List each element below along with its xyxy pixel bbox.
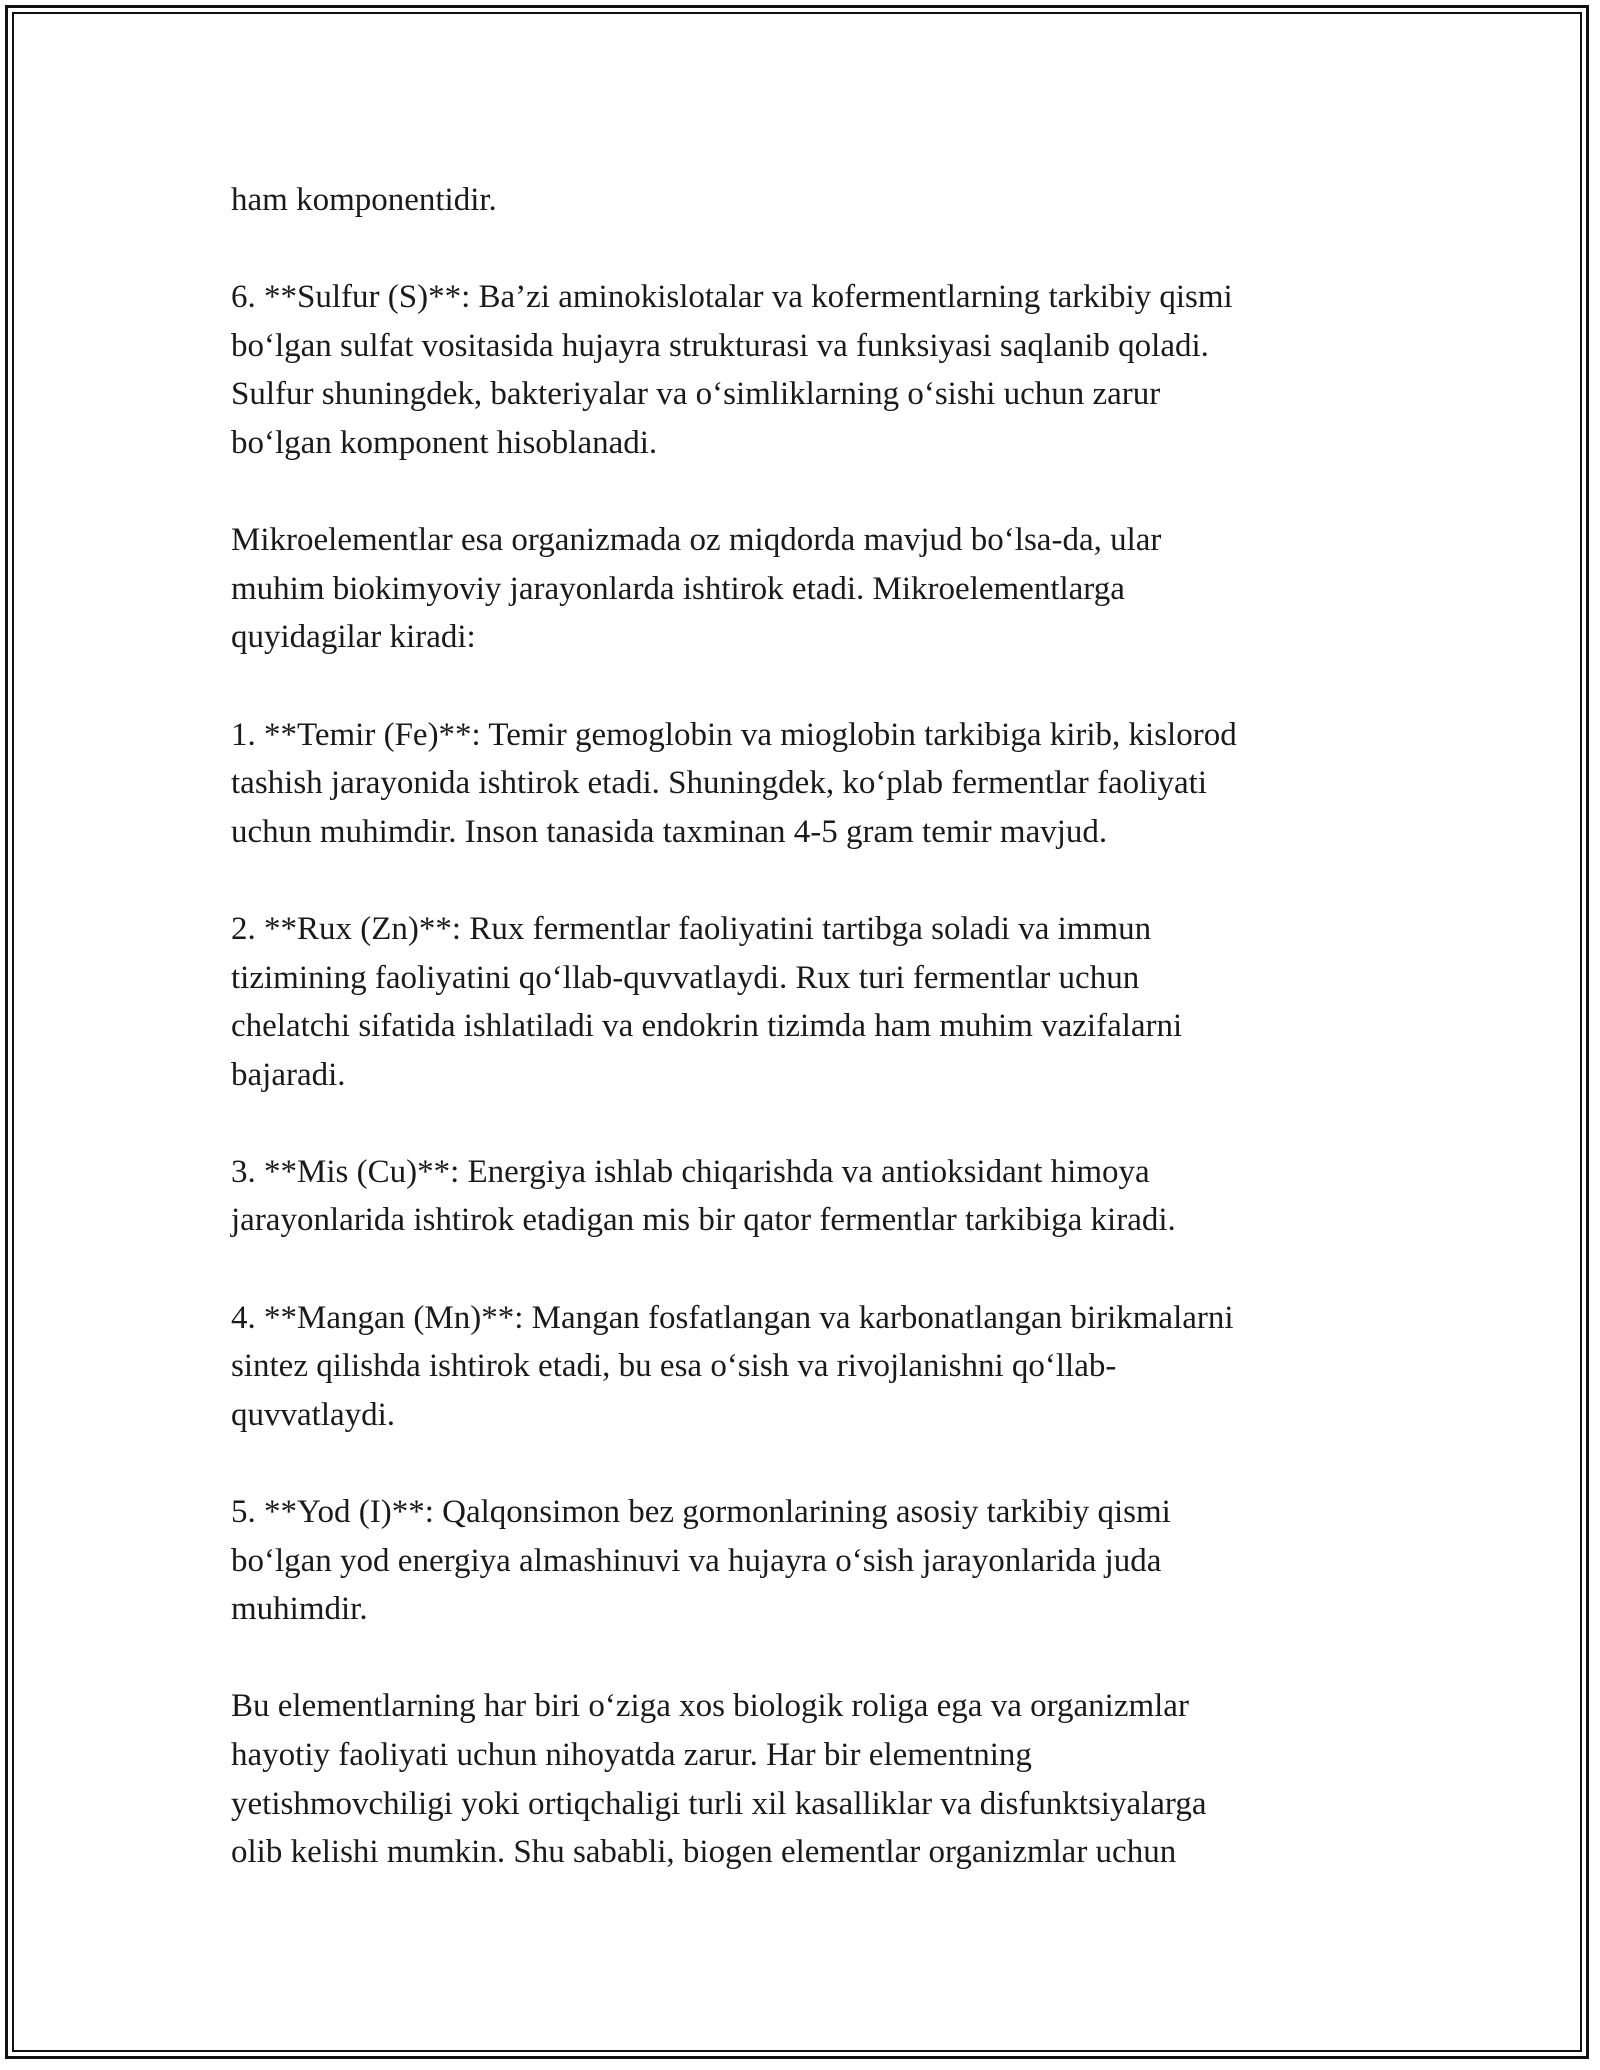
paragraph — [231, 1488, 1381, 1634]
text-line: Bu elementlarning har biri o‘ziga xos biologik roliga ega va organizmlar — [231, 1688, 1189, 1725]
text-line: 3. **Mis (Cu)**: Energiya ishlab chiqarishda va antioksidant himoya — [231, 1153, 1150, 1190]
text-line: muhimdir. — [231, 1591, 368, 1628]
text-line: yetishmovchiligi yoki ortiqchaligi turli xil kasalliklar va disfunktsiyalarga — [231, 1785, 1207, 1822]
paragraph — [231, 1682, 1381, 1876]
text-line: tizimining faoliyatini qo‘llab-quvvatlaydi. Rux turi fermentlar uchun — [231, 959, 1140, 996]
text-line: olib kelishi mumkin. Shu sababli, biogen elementlar organizmlar uchun — [231, 1834, 1177, 1871]
paragraph — [231, 516, 1381, 662]
text-line: Mikroelementlar esa organizmada oz miqdorda mavjud bo‘lsa-da, ular — [231, 522, 1162, 559]
text-line: bo‘lgan sulfat vositasida hujayra strukturasi va funksiyasi saqlanib qoladi. — [231, 327, 1209, 364]
text-line: 2. **Rux (Zn)**: Rux fermentlar faoliyatini tartibga soladi va immun — [231, 910, 1152, 947]
paragraph — [231, 176, 1381, 225]
text-line: sintez qilishda ishtirok etadi, bu esa o‘sish va rivojlanishni qo‘llab- — [231, 1348, 1117, 1385]
paragraph — [231, 905, 1381, 1099]
text-line: Sulfur shuningdek, bakteriyalar va o‘simliklarning o‘sishi uchun zarur — [231, 376, 1161, 413]
text-line: bo‘lgan yod energiya almashinuvi va hujayra o‘sish jarayonlarida juda — [231, 1542, 1162, 1579]
paragraph — [231, 711, 1381, 857]
paragraph — [231, 1294, 1381, 1440]
text-line: bajaradi. — [231, 1056, 346, 1093]
text-line: bo‘lgan komponent hisoblanadi. — [231, 424, 658, 461]
text-line: uchun muhimdir. Inson tanasida taxminan 4-5 gram temir mavjud. — [231, 813, 1108, 850]
text-line: quyidagilar kiradi: — [231, 619, 476, 656]
text-line: jarayonlarida ishtirok etadigan mis bir qator fermentlar tarkibiga kiradi. — [231, 1202, 1176, 1239]
document-body — [231, 176, 1381, 1877]
text-line: 5. **Yod (I)**: Qalqonsimon bez gormonlarining asosiy tarkibiy qismi — [231, 1494, 1171, 1531]
paragraph — [231, 1148, 1381, 1245]
text-line: tashish jarayonida ishtirok etadi. Shuningdek, ko‘plab fermentlar faoliyati — [231, 765, 1207, 802]
text-line: quvvatlaydi. — [231, 1396, 396, 1433]
paragraph — [231, 273, 1381, 467]
text-line: chelatchi sifatida ishlatiladi va endokrin tizimda ham muhim vazifalarni — [231, 1008, 1183, 1045]
text-line: 1. **Temir (Fe)**: Temir gemoglobin va mioglobin tarkibiga kirib, kislorod — [231, 716, 1237, 753]
text-line: 6. **Sulfur (S)**: Ba’zi aminokislotalar va kofermentlarning tarkibiy qismi — [231, 279, 1233, 316]
text-line: 4. **Mangan (Mn)**: Mangan fosfatlangan va karbonatlangan birikmalarni — [231, 1299, 1234, 1336]
text-line: hayotiy faoliyati uchun nihoyatda zarur. Har bir elementning — [231, 1737, 1032, 1773]
text-line: muhim biokimyoviy jarayonlarda ishtirok etadi. Mikroelementlarga — [231, 570, 1125, 607]
text-line: ham komponentidir. — [231, 182, 497, 218]
